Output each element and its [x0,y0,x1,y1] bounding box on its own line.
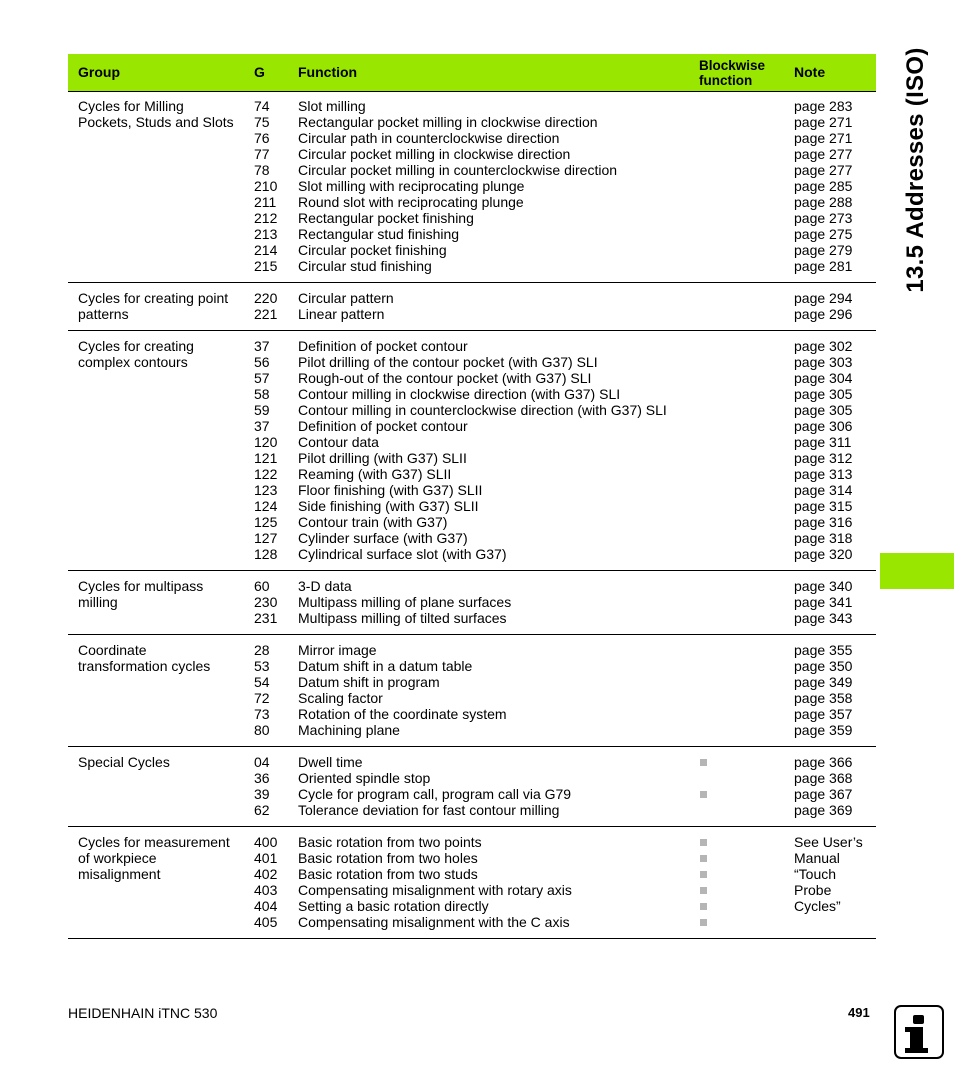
note-cell-line: page 277 [794,146,853,162]
note-cell-line: page 311 [794,434,852,450]
group-cell [68,827,244,939]
blockwise-marker [699,754,784,770]
g-code-cell-line: 59 [254,402,270,418]
note-cell-line: page 355 [794,642,853,658]
group-cell [68,92,244,283]
g-code-cell-line: 231 [254,610,278,626]
note-cell-line: page 349 [794,674,853,690]
function-cell-line: Definition of pocket contour [298,338,468,354]
blockwise-marker [699,98,784,114]
group-cell-line: Cycles for Milling [78,98,184,114]
blockwise-marker [699,434,784,450]
g-code-cell-line: 74 [254,98,270,114]
note-cell [784,827,876,939]
note-cell-line: page 303 [794,354,853,370]
g-code-table-container [68,54,876,939]
note-cell-line: page 294 [794,290,853,306]
blockwise-marker [699,482,784,498]
note-cell-line: page 340 [794,578,853,594]
table-row [68,331,876,571]
function-cell-line: Circular stud finishing [298,258,432,274]
blockwise-cell [689,331,784,571]
function-cell-line: Slot milling with reciprocating plunge [298,178,525,194]
g-code-cell-line: 404 [254,898,278,914]
group-cell-line: Cycles for creating [78,338,194,354]
blockwise-marker [699,802,784,818]
g-code-cell-line: 400 [254,834,278,850]
g-code-cell-line: 75 [254,114,270,130]
group-cell-line: patterns [78,306,129,322]
header-note: Note [784,54,876,92]
blockwise-marker [699,834,784,850]
function-cell-line: Circular pocket milling in clockwise direction [298,146,571,162]
note-cell-line: page 350 [794,658,853,674]
group-cell-line: milling [78,594,118,610]
footer-page-number: 491 [848,1005,870,1020]
table-body [68,92,876,939]
g-code-cell-line: 36 [254,770,270,786]
note-cell-line: page 281 [794,258,853,274]
g-code-cell [244,571,288,635]
g-code-cell [244,331,288,571]
table-row [68,92,876,283]
g-code-cell-line: 401 [254,850,278,866]
function-cell-line: Datum shift in a datum table [298,658,473,674]
function-cell-line: Floor finishing (with G37) SLII [298,482,483,498]
blockwise-marker [699,578,784,594]
g-code-cell-line: 123 [254,482,278,498]
note-cell-line: page 368 [794,770,853,786]
function-cell-line: Circular pocket milling in counterclockwise direction [298,162,618,178]
g-code-cell-line: 56 [254,354,270,370]
group-cell [68,283,244,331]
blockwise-marker [699,226,784,242]
g-code-cell-line: 403 [254,882,278,898]
square-bullet-icon [700,887,707,894]
function-cell-line: Circular pocket finishing [298,242,447,258]
g-code-cell-line: 37 [254,418,270,434]
function-cell-line: Basic rotation from two points [298,834,482,850]
note-cell-line: page 275 [794,226,853,242]
info-icon [894,1005,944,1059]
g-code-cell-line: 28 [254,642,270,658]
function-cell-line: Datum shift in program [298,674,440,690]
note-cell-line: page 320 [794,546,853,562]
blockwise-marker [699,338,784,354]
function-cell-line: Cylinder surface (with G37) [298,530,468,546]
note-cell-line: Probe [794,882,832,898]
note-cell-line: page 313 [794,466,853,482]
note-cell-line: page 366 [794,754,853,770]
blockwise-marker [699,146,784,162]
blockwise-marker [699,130,784,146]
note-cell-line: page 271 [794,114,853,130]
header-blockwise: Blockwise function [689,54,784,92]
g-code-cell-line: 230 [254,594,278,610]
blockwise-marker [699,690,784,706]
function-cell-line: Round slot with reciprocating plunge [298,194,524,210]
function-cell-line: Dwell time [298,754,363,770]
function-cell-line: Rectangular pocket milling in clockwise direction [298,114,598,130]
function-cell-line: Rectangular pocket finishing [298,210,474,226]
square-bullet-icon [700,839,707,846]
blockwise-marker [699,114,784,130]
group-cell [68,635,244,747]
note-cell-line: page 279 [794,242,853,258]
g-code-cell-line: 72 [254,690,270,706]
g-code-cell-line: 124 [254,498,278,514]
blockwise-marker [699,450,784,466]
blockwise-marker [699,674,784,690]
group-cell-line: Pockets, Studs and Slots [78,114,234,130]
function-cell [288,571,689,635]
note-cell-line: page 357 [794,706,853,722]
blockwise-marker [699,370,784,386]
group-cell-line: complex contours [78,354,188,370]
square-bullet-icon [700,855,707,862]
g-code-cell-line: 54 [254,674,270,690]
blockwise-marker [699,770,784,786]
table-row [68,635,876,747]
note-cell-line: “Touch [794,866,837,882]
note-cell-line: page 359 [794,722,853,738]
table-row [68,827,876,939]
g-code-cell-line: 37 [254,338,270,354]
note-cell [784,92,876,283]
function-cell-line: Compensating misalignment with rotary axis [298,882,572,898]
function-cell-line: Machining plane [298,722,400,738]
note-cell-line: page 285 [794,178,853,194]
g-code-cell-line: 214 [254,242,278,258]
group-cell-line: transformation cycles [78,658,211,674]
g-code-cell-line: 78 [254,162,270,178]
function-cell-line: Basic rotation from two holes [298,850,478,866]
note-cell-line: See User’s [794,834,863,850]
function-cell-line: Setting a basic rotation directly [298,898,489,914]
function-cell-line: Rough-out of the contour pocket (with G37) SLI [298,370,592,386]
g-code-cell-line: 211 [254,194,277,210]
blockwise-marker [699,546,784,562]
function-cell-line: Basic rotation from two studs [298,866,478,882]
note-cell-line: page 283 [794,98,853,114]
square-bullet-icon [700,759,707,766]
g-code-cell [244,283,288,331]
blockwise-marker [699,290,784,306]
header-g: G [244,54,288,92]
function-cell-line: Circular path in counterclockwise direction [298,130,560,146]
g-code-cell [244,747,288,827]
note-cell-line: page 271 [794,130,853,146]
blockwise-marker [699,706,784,722]
chapter-side-title: 13.5 Addresses (ISO) [902,47,929,293]
g-code-cell-line: 77 [254,146,270,162]
note-cell-line: page 305 [794,402,853,418]
blockwise-marker [699,786,784,802]
function-cell-line: Rotation of the coordinate system [298,706,507,722]
blockwise-marker [699,178,784,194]
function-cell-line: Contour data [298,434,379,450]
blockwise-marker [699,386,784,402]
g-code-cell-line: 215 [254,258,278,274]
function-cell-line: Tolerance deviation for fast contour milling [298,802,560,818]
note-cell-line: page 306 [794,418,853,434]
blockwise-marker [699,722,784,738]
note-cell-line: page 302 [794,338,853,354]
blockwise-marker [699,162,784,178]
square-bullet-icon [700,791,707,798]
blockwise-marker [699,658,784,674]
square-bullet-icon [700,903,707,910]
g-code-cell-line: 405 [254,914,278,930]
function-cell-line: Pilot drilling (with G37) SLII [298,450,467,466]
g-code-cell [244,635,288,747]
header-function: Function [288,54,689,92]
group-cell-line: Cycles for creating point [78,290,229,306]
blockwise-cell [689,283,784,331]
function-cell-line: Side finishing (with G37) SLII [298,498,479,514]
function-cell-line: Cylindrical surface slot (with G37) [298,546,507,562]
note-cell-line: page 273 [794,210,853,226]
group-cell [68,571,244,635]
function-cell-line: Multipass milling of plane surfaces [298,594,512,610]
blockwise-cell [689,571,784,635]
note-cell-line: Manual [794,850,840,866]
function-cell-line: Reaming (with G37) SLII [298,466,452,482]
note-cell-line: page 367 [794,786,853,802]
group-cell-line: of workpiece [78,850,157,866]
blockwise-marker [699,642,784,658]
function-cell-line: Scaling factor [298,690,383,706]
function-cell-line: 3-D data [298,578,352,594]
g-code-cell-line: 121 [254,450,278,466]
function-cell [288,635,689,747]
g-code-cell-line: 220 [254,290,278,306]
blockwise-marker [699,594,784,610]
function-cell-line: Linear pattern [298,306,385,322]
note-cell-line: page 305 [794,386,853,402]
g-code-cell-line: 53 [254,658,270,674]
note-cell-line: page 296 [794,306,853,322]
blockwise-marker [699,514,784,530]
g-code-cell-line: 127 [254,530,278,546]
function-cell-line: Mirror image [298,642,377,658]
blockwise-marker [699,914,784,930]
blockwise-marker [699,306,784,322]
function-cell-line: Contour train (with G37) [298,514,448,530]
blockwise-marker [699,194,784,210]
note-cell-line: page 288 [794,194,853,210]
function-cell-line: Contour milling in counterclockwise direction (with G37) SLI [298,402,667,418]
blockwise-marker [699,610,784,626]
g-code-cell-line: 120 [254,434,278,450]
square-bullet-icon [700,871,707,878]
blockwise-marker [699,258,784,274]
blockwise-marker [699,530,784,546]
function-cell [288,747,689,827]
chapter-tab-marker [880,553,954,589]
group-cell [68,747,244,827]
note-cell-line: page 314 [794,482,853,498]
g-code-table [68,54,876,939]
note-cell-line: page 318 [794,530,853,546]
group-cell-line: Cycles for measurement [78,834,230,850]
blockwise-marker [699,498,784,514]
g-code-cell-line: 58 [254,386,270,402]
header-group: Group [68,54,244,92]
group-cell-line: Coordinate [78,642,147,658]
group-cell-line: Special Cycles [78,754,170,770]
g-code-cell-line: 213 [254,226,278,242]
note-cell-line: page 277 [794,162,853,178]
g-code-cell-line: 80 [254,722,270,738]
function-cell-line: Multipass milling of tilted surfaces [298,610,507,626]
g-code-cell-line: 60 [254,578,270,594]
blockwise-marker [699,850,784,866]
note-cell-line: page 358 [794,690,853,706]
note-cell-line: page 315 [794,498,853,514]
footer-product-name: HEIDENHAIN iTNC 530 [68,1005,218,1021]
g-code-cell [244,827,288,939]
g-code-cell-line: 125 [254,514,278,530]
table-row [68,571,876,635]
function-cell [288,827,689,939]
note-cell-line: page 341 [794,594,853,610]
blockwise-marker [699,882,784,898]
blockwise-marker [699,466,784,482]
function-cell-line: Oriented spindle stop [298,770,431,786]
square-bullet-icon [700,919,707,926]
note-cell [784,571,876,635]
blockwise-marker [699,242,784,258]
function-cell [288,283,689,331]
blockwise-cell [689,635,784,747]
note-cell [784,283,876,331]
blockwise-marker [699,354,784,370]
group-cell-line: Cycles for multipass [78,578,204,594]
g-code-cell-line: 73 [254,706,270,722]
function-cell-line: Circular pattern [298,290,394,306]
g-code-cell [244,92,288,283]
g-code-cell-line: 122 [254,466,278,482]
note-cell [784,331,876,571]
function-cell-line: Rectangular stud finishing [298,226,460,242]
function-cell-line: Cycle for program call, program call via G79 [298,786,572,802]
g-code-cell-line: 210 [254,178,278,194]
note-cell-line: Cycles” [794,898,841,914]
note-cell-line: page 312 [794,450,853,466]
blockwise-cell [689,827,784,939]
group-cell-line: misalignment [78,866,161,882]
blockwise-cell [689,747,784,827]
function-cell [288,331,689,571]
function-cell-line: Slot milling [298,98,366,114]
function-cell-line: Compensating misalignment with the C axis [298,914,570,930]
g-code-cell-line: 402 [254,866,278,882]
function-cell-line: Contour milling in clockwise direction (with G37) SLI [298,386,621,402]
g-code-cell-line: 76 [254,130,270,146]
note-cell [784,635,876,747]
group-cell [68,331,244,571]
g-code-cell-line: 04 [254,754,270,770]
table-header-row [68,54,876,92]
note-cell-line: page 369 [794,802,853,818]
g-code-cell-line: 39 [254,786,270,802]
g-code-cell-line: 62 [254,802,270,818]
function-cell-line: Definition of pocket contour [298,418,468,434]
blockwise-marker [699,210,784,226]
table-row [68,283,876,331]
blockwise-marker [699,866,784,882]
blockwise-marker [699,418,784,434]
blockwise-cell [689,92,784,283]
blockwise-marker [699,898,784,914]
note-cell-line: page 316 [794,514,853,530]
note-cell [784,747,876,827]
note-cell-line: page 343 [794,610,853,626]
g-code-cell-line: 212 [254,210,278,226]
g-code-cell-line: 57 [254,370,270,386]
g-code-cell-line: 221 [254,306,278,322]
table-row [68,747,876,827]
blockwise-marker [699,402,784,418]
note-cell-line: page 304 [794,370,853,386]
function-cell [288,92,689,283]
function-cell-line: Pilot drilling of the contour pocket (with G37) SLI [298,354,598,370]
g-code-cell-line: 128 [254,546,278,562]
